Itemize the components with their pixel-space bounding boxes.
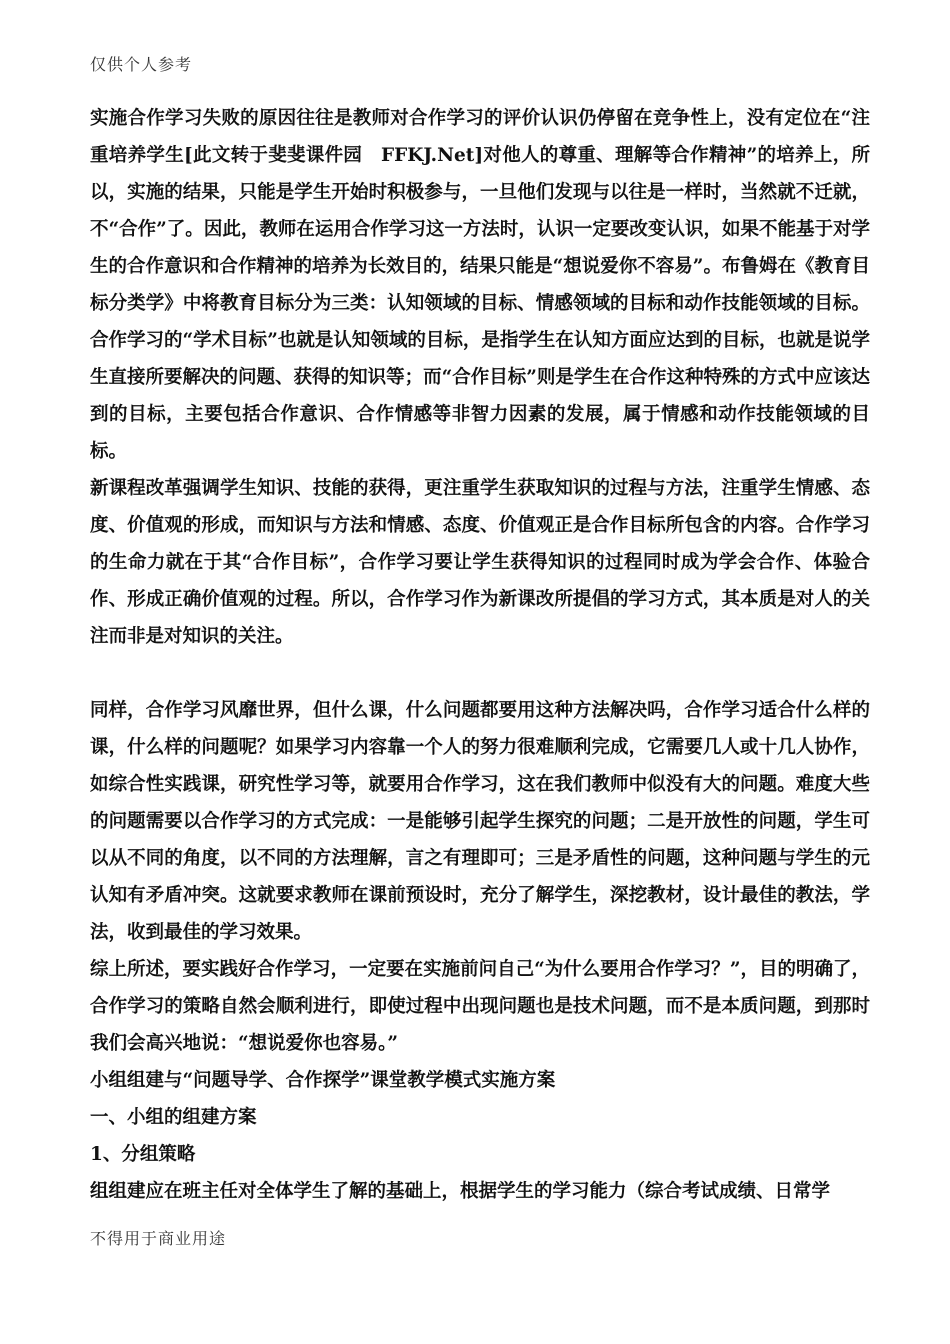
- paragraph-1: 实施合作学习失败的原因往往是教师对合作学习的评价认识仍停留在竞争性上，没有定位在“注重培养学生[此文转于斐斐课件园 FFKJ.Net]对他人的尊重、理解等合作精神”的培养上，所以，实施的结果，只能是学生开始时积极参与，一旦他们发现与以往是一样时，当然就不迁就，不“合作”了。因此，教师在运用合作学习这一方法时，认识一定要改变认识，如果不能基于对学生的合作意识和合作精神的培养为长效目的，结果只能是“想说爱你不容易”。布鲁姆在《教育目标分类学》中将教育目标分为三类：认知领域的目标、情感领域的目标和动作技能领域的目标。合作学习的“学术目标”也就是认知领域的目标，是指学生在认知方面应达到的目标，也就是说学生直接所要解决的问题、获得的知识等；而“合作目标”则是学生在合作这种特殊的方式中应该达到的目标，主要包括合作意识、合作情感等非智力因素的发展，属于情感和动作技能领域的目标。: [90, 108, 870, 462]
- subsection-heading-1: 1、分组策略: [90, 1144, 196, 1165]
- paragraph-5: 组组建应在班主任对全体学生了解的基础上，根据学生的学习能力（综合考试成绩、日常学: [90, 1181, 831, 1202]
- paragraph-4: 综上所述，要实践好合作学习，一定要在实施前问自己“为什么要用合作学习？”，目的明确了，合作学习的策略自然会顺利进行，即使过程中出现问题也是技术问题，而不是本质问题，到那时我们会高兴地说：“想说爱你也容易。”: [90, 959, 870, 1054]
- paragraph-3: 同样，合作学习风靡世界，但什么课，什么问题都要用这种方法解决吗，合作学习适合什么样的课，什么样的问题呢？如果学习内容靠一个人的努力很难顺利完成，它需要几人或十几人协作，如综合性实践课，研究性学习等，就要用合作学习，这在我们教师中似没有大的问题。难度大些的问题需要以合作学习的方式完成：一是能够引起学生探究的问题；二是开放性的问题，学生可以从不同的角度，以不同的方法理解，言之有理即可；三是矛盾性的问题，这种问题与学生的元认知有矛盾冲突。这就要求教师在课前预设时，充分了解学生，深挖教材，设计最佳的教法，学法，收到最佳的学习效果。: [90, 700, 870, 943]
- section-heading-1: 一、小组的组建方案: [90, 1107, 257, 1128]
- document-body: [90, 100, 870, 1210]
- paragraph-spacer: [90, 655, 870, 692]
- paragraph-2: 新课程改革强调学生知识、技能的获得，更注重学生获取知识的过程与方法，注重学生情感、态度、价值观的形成，而知识与方法和情感、态度、价值观正是合作目标所包含的内容。合作学习的生命力就在于其“合作目标”，合作学习要让学生获得知识的过程同时成为学会合作、体验合作、形成正确价值观的过程。所以，合作学习作为新课改所提倡的学习方式，其本质是对人的关注而非是对知识的关注。: [90, 478, 870, 647]
- page-footer-note: 不得用于商业用途: [90, 1229, 227, 1248]
- page-header-note: 仅供个人参考: [90, 55, 193, 74]
- section-title: 小组组建与“问题导学、合作探学”课堂教学模式实施方案: [90, 1070, 556, 1091]
